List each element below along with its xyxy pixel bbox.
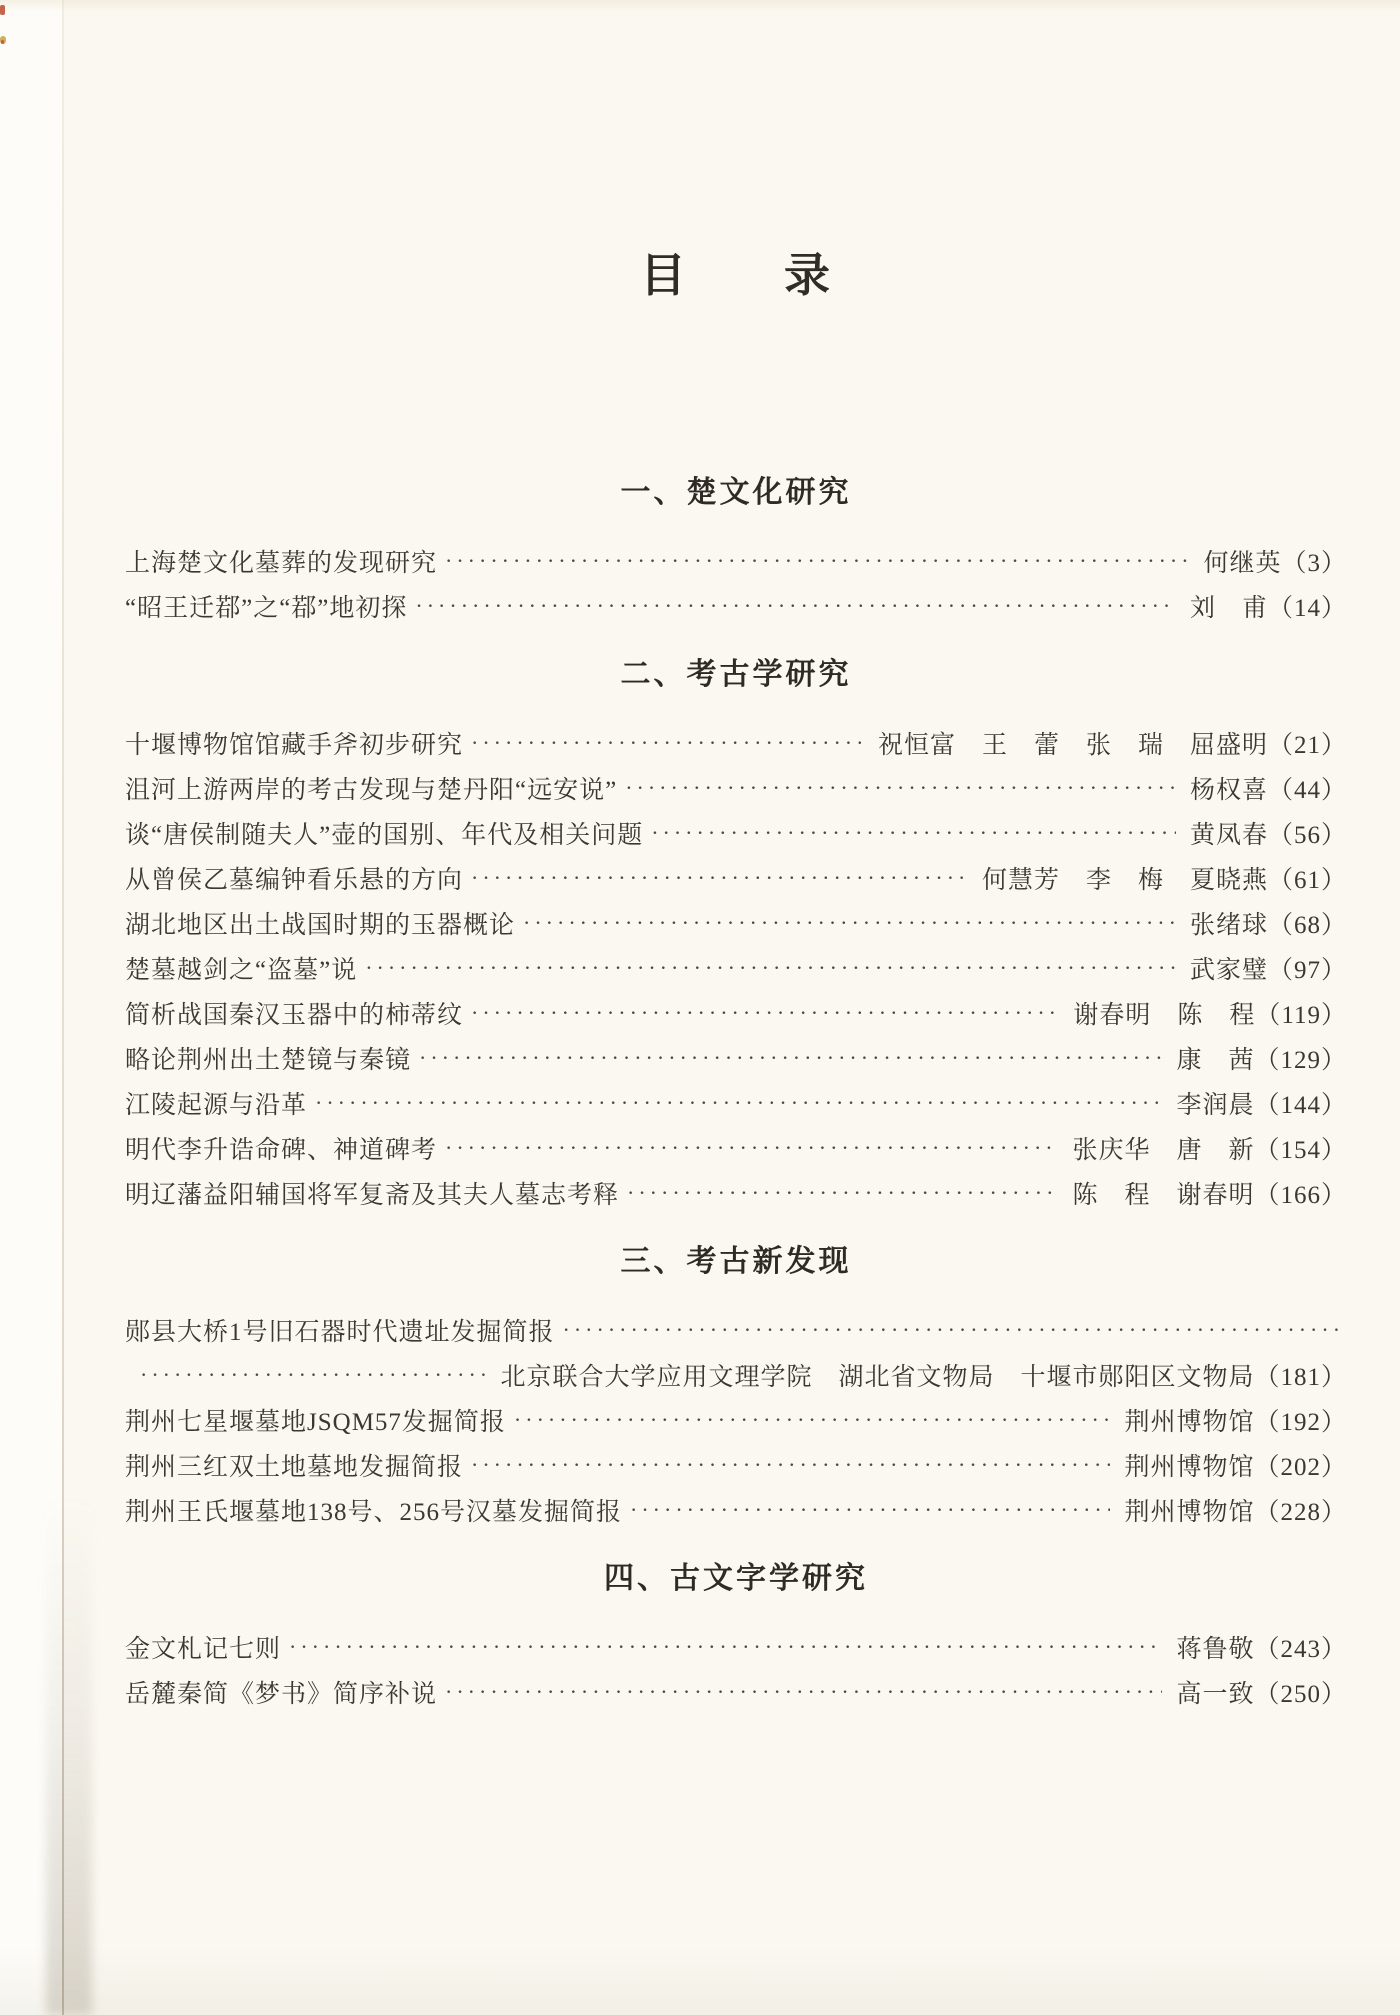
toc-page-content xyxy=(125,0,1347,1714)
entry-authors: 张庆华 唐 新 xyxy=(1072,1136,1255,1164)
entry-authors: 谢春明 陈 程 xyxy=(1073,1001,1256,1029)
entry-authors: 荆州博物馆 xyxy=(1124,1408,1255,1436)
entry-authors: 黄凤春 xyxy=(1189,821,1268,849)
toc-entry-wrapped-line1 xyxy=(125,1307,1347,1352)
entry-page-number: （192） xyxy=(1254,1408,1347,1436)
entry-authors: 蒋鲁敬 xyxy=(1176,1635,1255,1663)
entry-authors: 高一致 xyxy=(1176,1680,1255,1708)
entry-title: 荆州王氏堰墓地138号、256号汉墓发掘简报 xyxy=(125,1498,623,1526)
entry-page-number: （3） xyxy=(1281,549,1347,577)
toc-entry-wrapped-line2 xyxy=(125,1352,1347,1397)
section-heading-3: 三、考古新发现 xyxy=(620,1245,852,1278)
dot-leader xyxy=(523,900,1176,945)
entry-title: 荆州七星堰墓地JSQM57发掘简报 xyxy=(125,1408,506,1436)
section-heading-2: 二、考古学研究 xyxy=(620,658,852,691)
dot-leader xyxy=(471,720,864,765)
dot-leader xyxy=(445,1125,1058,1170)
toc-entry xyxy=(125,1035,1347,1080)
dot-leader xyxy=(630,1487,1110,1532)
dot-leader xyxy=(445,538,1189,583)
entry-title: 湖北地区出土战国时期的玉器概论 xyxy=(125,911,516,939)
scan-speck-red xyxy=(0,5,5,15)
entry-page-number: （181） xyxy=(1254,1363,1347,1391)
entry-authors: 杨权喜 xyxy=(1189,776,1268,804)
entry-title: 岳麓秦简《梦书》简序补说 xyxy=(125,1680,438,1708)
entry-page-number: （68） xyxy=(1267,911,1347,939)
entry-title: 简析战国秦汉玉器中的柿蒂纹 xyxy=(125,1001,464,1029)
dot-leader xyxy=(514,1397,1111,1442)
toc-entry xyxy=(125,900,1347,945)
entry-title: 金文札记七则 xyxy=(125,1635,282,1663)
entry-authors: 何慧芳 李 梅 夏晓燕 xyxy=(981,866,1268,894)
toc-entry xyxy=(125,990,1347,1035)
toc-entry xyxy=(125,1669,1347,1714)
entry-authors: 武家璧 xyxy=(1189,956,1268,984)
entry-title: 楚墓越剑之“盗墓”说 xyxy=(125,956,358,984)
entry-page-number: （119） xyxy=(1255,1001,1347,1029)
entry-title: 明辽藩益阳辅国将军复斋及其夫人墓志考释 xyxy=(125,1181,620,1209)
toc-entry xyxy=(125,1125,1347,1170)
entry-title: 明代李升诰命碑、神道碑考 xyxy=(125,1136,438,1164)
dot-leader xyxy=(625,765,1176,810)
toc-entry xyxy=(125,538,1347,583)
page-crease-shadow xyxy=(46,1495,92,2015)
section-heading-1: 一、楚文化研究 xyxy=(620,476,852,509)
page-title: 目 录 xyxy=(640,250,832,301)
toc-entry xyxy=(125,1624,1347,1669)
dot-leader xyxy=(471,1442,1110,1487)
entry-page-number: （243） xyxy=(1254,1635,1347,1663)
dot-leader xyxy=(651,810,1176,855)
entry-authors: 荆州博物馆 xyxy=(1124,1498,1255,1526)
entry-page-number: （129） xyxy=(1254,1046,1347,1074)
entry-title: 上海楚文化墓葬的发现研究 xyxy=(125,549,438,577)
toc-entry xyxy=(125,720,1347,765)
entry-page-number: （44） xyxy=(1267,776,1347,804)
dot-leader xyxy=(365,945,1176,990)
toc-entry xyxy=(125,1080,1347,1125)
section-heading-4: 四、古文字学研究 xyxy=(604,1562,868,1595)
entry-authors: 荆州博物馆 xyxy=(1124,1453,1255,1481)
dot-leader xyxy=(445,1669,1162,1714)
entry-authors: 祝恒富 王 蕾 张 瑞 屈盛明 xyxy=(877,731,1268,759)
toc-entry xyxy=(125,945,1347,990)
entry-authors: 康 茜 xyxy=(1176,1046,1255,1074)
entry-title: 荆州三红双土地墓地发掘简报 xyxy=(125,1453,464,1481)
entry-page-number: （166） xyxy=(1254,1181,1347,1209)
toc-entry xyxy=(125,810,1347,855)
entry-page-number: （61） xyxy=(1267,866,1347,894)
entry-page-number: （154） xyxy=(1254,1136,1347,1164)
entry-title: 从曾侯乙墓编钟看乐悬的方向 xyxy=(125,866,464,894)
dot-leader xyxy=(415,583,1176,628)
entry-title: 十堰博物馆馆藏手斧初步研究 xyxy=(125,731,464,759)
entry-authors: 李润晨 xyxy=(1176,1091,1255,1119)
dot-leader xyxy=(627,1170,1058,1215)
entry-page-number: （21） xyxy=(1267,731,1347,759)
entry-title: 沮河上游两岸的考古发现与楚丹阳“远安说” xyxy=(125,776,618,804)
dot-leader xyxy=(563,1307,1341,1352)
toc-entry xyxy=(125,1397,1347,1442)
toc-entry xyxy=(125,1487,1347,1532)
entry-title: 郧县大桥1号旧石器时代遗址发掘简报 xyxy=(125,1318,555,1346)
entry-page-number: （144） xyxy=(1254,1091,1347,1119)
entry-page-number: （97） xyxy=(1267,956,1347,984)
entry-authors: 陈 程 谢春明 xyxy=(1072,1181,1255,1209)
entry-title: “昭王迁鄀”之“鄀”地初探 xyxy=(125,594,408,622)
entry-page-number: （14） xyxy=(1267,594,1347,622)
dot-leader xyxy=(419,1035,1162,1080)
dot-leader xyxy=(471,855,968,900)
entry-title: 略论荆州出土楚镜与秦镜 xyxy=(125,1046,412,1074)
scan-speck-red-small xyxy=(1,40,4,44)
entry-title: 江陵起源与沿革 xyxy=(125,1091,308,1119)
entry-page-number: （228） xyxy=(1254,1498,1347,1526)
dot-leader xyxy=(140,1352,486,1397)
entry-title: 谈“唐侯制随夫人”壶的国别、年代及相关问题 xyxy=(125,821,644,849)
entry-authors: 张绪球 xyxy=(1189,911,1268,939)
toc-entry xyxy=(125,765,1347,810)
dot-leader xyxy=(289,1624,1162,1669)
entry-page-number: （202） xyxy=(1254,1453,1347,1481)
toc-entry xyxy=(125,855,1347,900)
entry-authors: 何继英 xyxy=(1203,549,1282,577)
entry-page-number: （56） xyxy=(1267,821,1347,849)
dot-leader xyxy=(471,990,1059,1035)
dot-leader xyxy=(315,1080,1162,1125)
toc-entry xyxy=(125,583,1347,628)
entry-authors: 刘 甫 xyxy=(1189,594,1268,622)
toc-entry xyxy=(125,1442,1347,1487)
entry-page-number: （250） xyxy=(1254,1680,1347,1708)
scan-edge-tint-bottom xyxy=(0,1945,1400,2015)
toc-entry xyxy=(125,1170,1347,1215)
entry-authors: 北京联合大学应用文理学院 湖北省文物局 十堰市郧阳区文物局 xyxy=(500,1363,1255,1391)
